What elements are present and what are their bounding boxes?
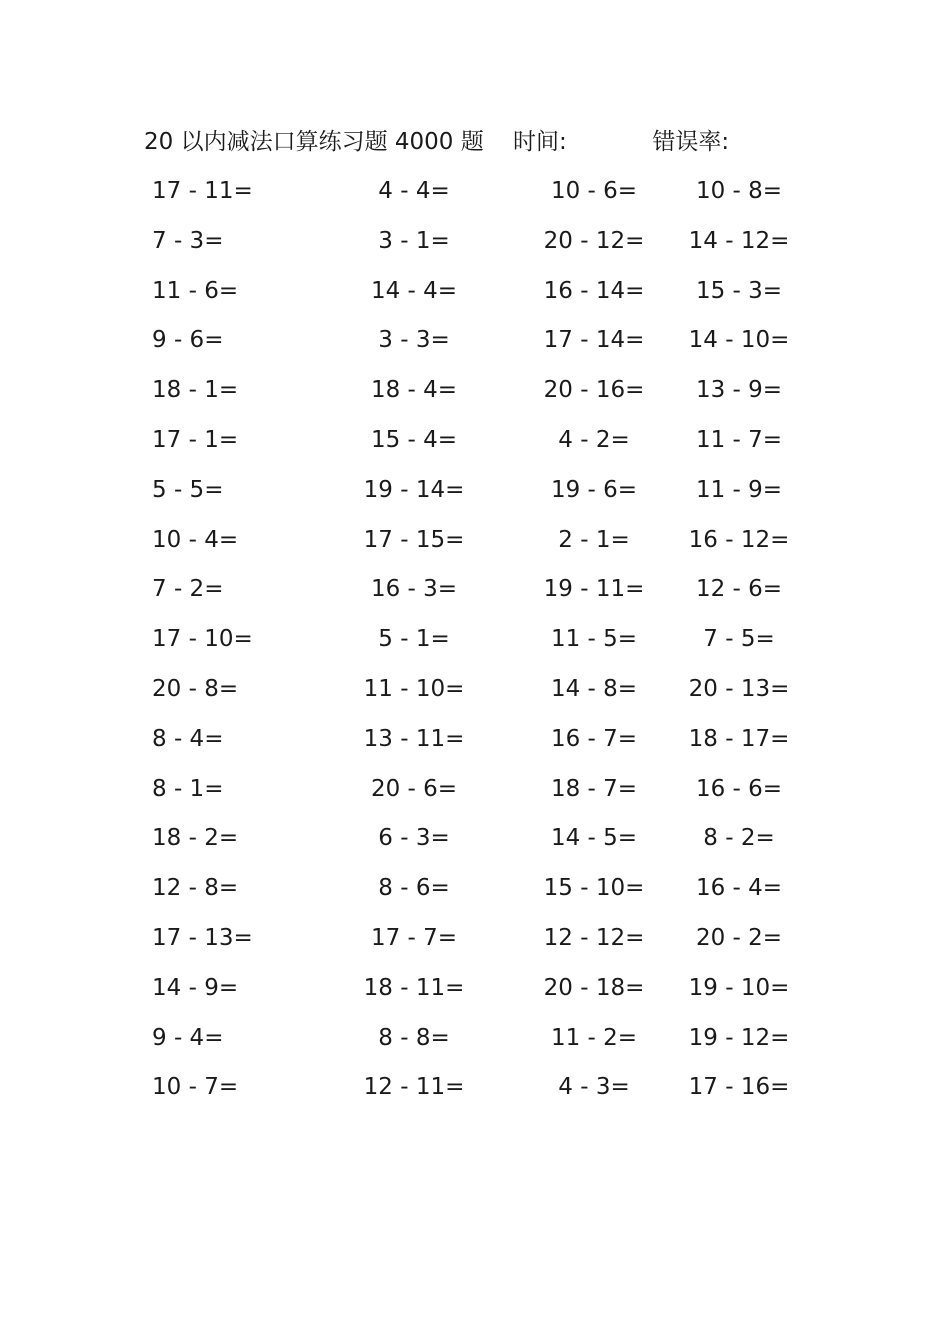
problem-item: 9 - 4= (152, 1024, 224, 1051)
problem-item: 6 - 3= (378, 825, 450, 852)
problem-item: 18 - 17= (688, 725, 790, 752)
problem-item: 11 - 5= (550, 626, 638, 653)
problem-item: 17 - 13= (152, 924, 253, 951)
problem-item: 15 - 3= (695, 277, 783, 304)
problem-item: 10 - 7= (152, 1074, 239, 1101)
problem-item: 16 - 7= (550, 725, 638, 752)
problem-item: 20 - 13= (688, 675, 790, 702)
problem-item: 20 - 8= (152, 675, 239, 702)
problem-item: 17 - 1= (152, 426, 239, 453)
problem-item: 7 - 2= (152, 576, 224, 603)
problem-item: 17 - 11= (152, 178, 253, 204)
problem-item: 15 - 10= (543, 875, 645, 902)
problem-item: 10 - 6= (550, 178, 638, 204)
error-rate-label: 错误率: (652, 129, 730, 155)
problem-item: 16 - 12= (688, 526, 790, 553)
problem-item: 17 - 14= (543, 327, 645, 354)
problem-item: 17 - 10= (152, 626, 253, 653)
problem-item: 12 - 11= (363, 1074, 465, 1101)
problem-item: 19 - 6= (550, 476, 638, 503)
problem-item: 13 - 9= (695, 377, 783, 404)
time-label: 时间: (513, 129, 567, 155)
problem-item: 4 - 3= (558, 1074, 630, 1101)
problem-item: 18 - 1= (152, 377, 239, 404)
problem-item: 8 - 2= (703, 825, 775, 852)
problem-item: 4 - 4= (378, 178, 450, 204)
problem-item: 20 - 2= (695, 924, 783, 951)
problem-item: 14 - 5= (550, 825, 638, 852)
problem-item: 20 - 6= (370, 775, 458, 802)
problem-item: 17 - 15= (363, 526, 465, 553)
problem-item: 14 - 4= (370, 277, 458, 304)
problem-item: 8 - 8= (378, 1024, 450, 1051)
worksheet-header (144, 124, 729, 160)
problem-item: 12 - 12= (543, 924, 645, 951)
problem-item: 19 - 12= (688, 1024, 790, 1051)
problem-item: 14 - 10= (688, 327, 790, 354)
problem-item: 11 - 9= (695, 476, 783, 503)
problem-grid (144, 174, 794, 1120)
problem-item: 18 - 4= (370, 377, 458, 404)
problem-item: 8 - 6= (378, 875, 450, 902)
problem-item: 18 - 7= (550, 775, 638, 802)
problem-item: 3 - 3= (378, 327, 450, 354)
problem-item: 16 - 4= (695, 875, 783, 902)
problem-item: 19 - 11= (543, 576, 645, 603)
worksheet-title: 20 以内减法口算练习题 4000 题 (144, 129, 484, 155)
problem-item: 8 - 1= (152, 775, 224, 802)
problem-item: 20 - 16= (543, 377, 645, 404)
problem-item: 20 - 18= (543, 974, 645, 1001)
problem-item: 7 - 3= (152, 227, 224, 254)
problem-item: 4 - 2= (558, 426, 630, 453)
problem-item: 10 - 8= (695, 178, 783, 204)
problem-item: 18 - 11= (363, 974, 465, 1001)
problem-item: 16 - 14= (543, 277, 645, 304)
problem-item: 19 - 14= (363, 476, 465, 503)
problem-item: 20 - 12= (543, 227, 645, 254)
problem-item: 11 - 6= (152, 277, 239, 304)
problem-item: 12 - 8= (152, 875, 239, 902)
problem-item: 3 - 1= (378, 227, 450, 254)
problem-item: 8 - 4= (152, 725, 224, 752)
problem-item: 2 - 1= (558, 526, 630, 553)
problem-item: 16 - 6= (695, 775, 783, 802)
problem-item: 17 - 16= (688, 1074, 790, 1101)
problem-item: 11 - 7= (695, 426, 783, 453)
problem-item: 14 - 12= (688, 227, 790, 254)
problem-item: 14 - 9= (152, 974, 239, 1001)
problem-item: 10 - 4= (152, 526, 239, 553)
problem-item: 5 - 1= (378, 626, 450, 653)
problem-item: 11 - 2= (550, 1024, 638, 1051)
problem-item: 12 - 6= (695, 576, 783, 603)
problem-item: 19 - 10= (688, 974, 790, 1001)
problem-item: 14 - 8= (550, 675, 638, 702)
problem-item: 13 - 11= (363, 725, 465, 752)
problem-item: 18 - 2= (152, 825, 239, 852)
problem-item: 11 - 10= (363, 675, 465, 702)
problem-item: 15 - 4= (370, 426, 458, 453)
problem-item: 16 - 3= (370, 576, 458, 603)
problem-item: 17 - 7= (370, 924, 458, 951)
problem-item: 9 - 6= (152, 327, 224, 354)
problem-item: 7 - 5= (703, 626, 775, 653)
problem-item: 5 - 5= (152, 476, 224, 503)
